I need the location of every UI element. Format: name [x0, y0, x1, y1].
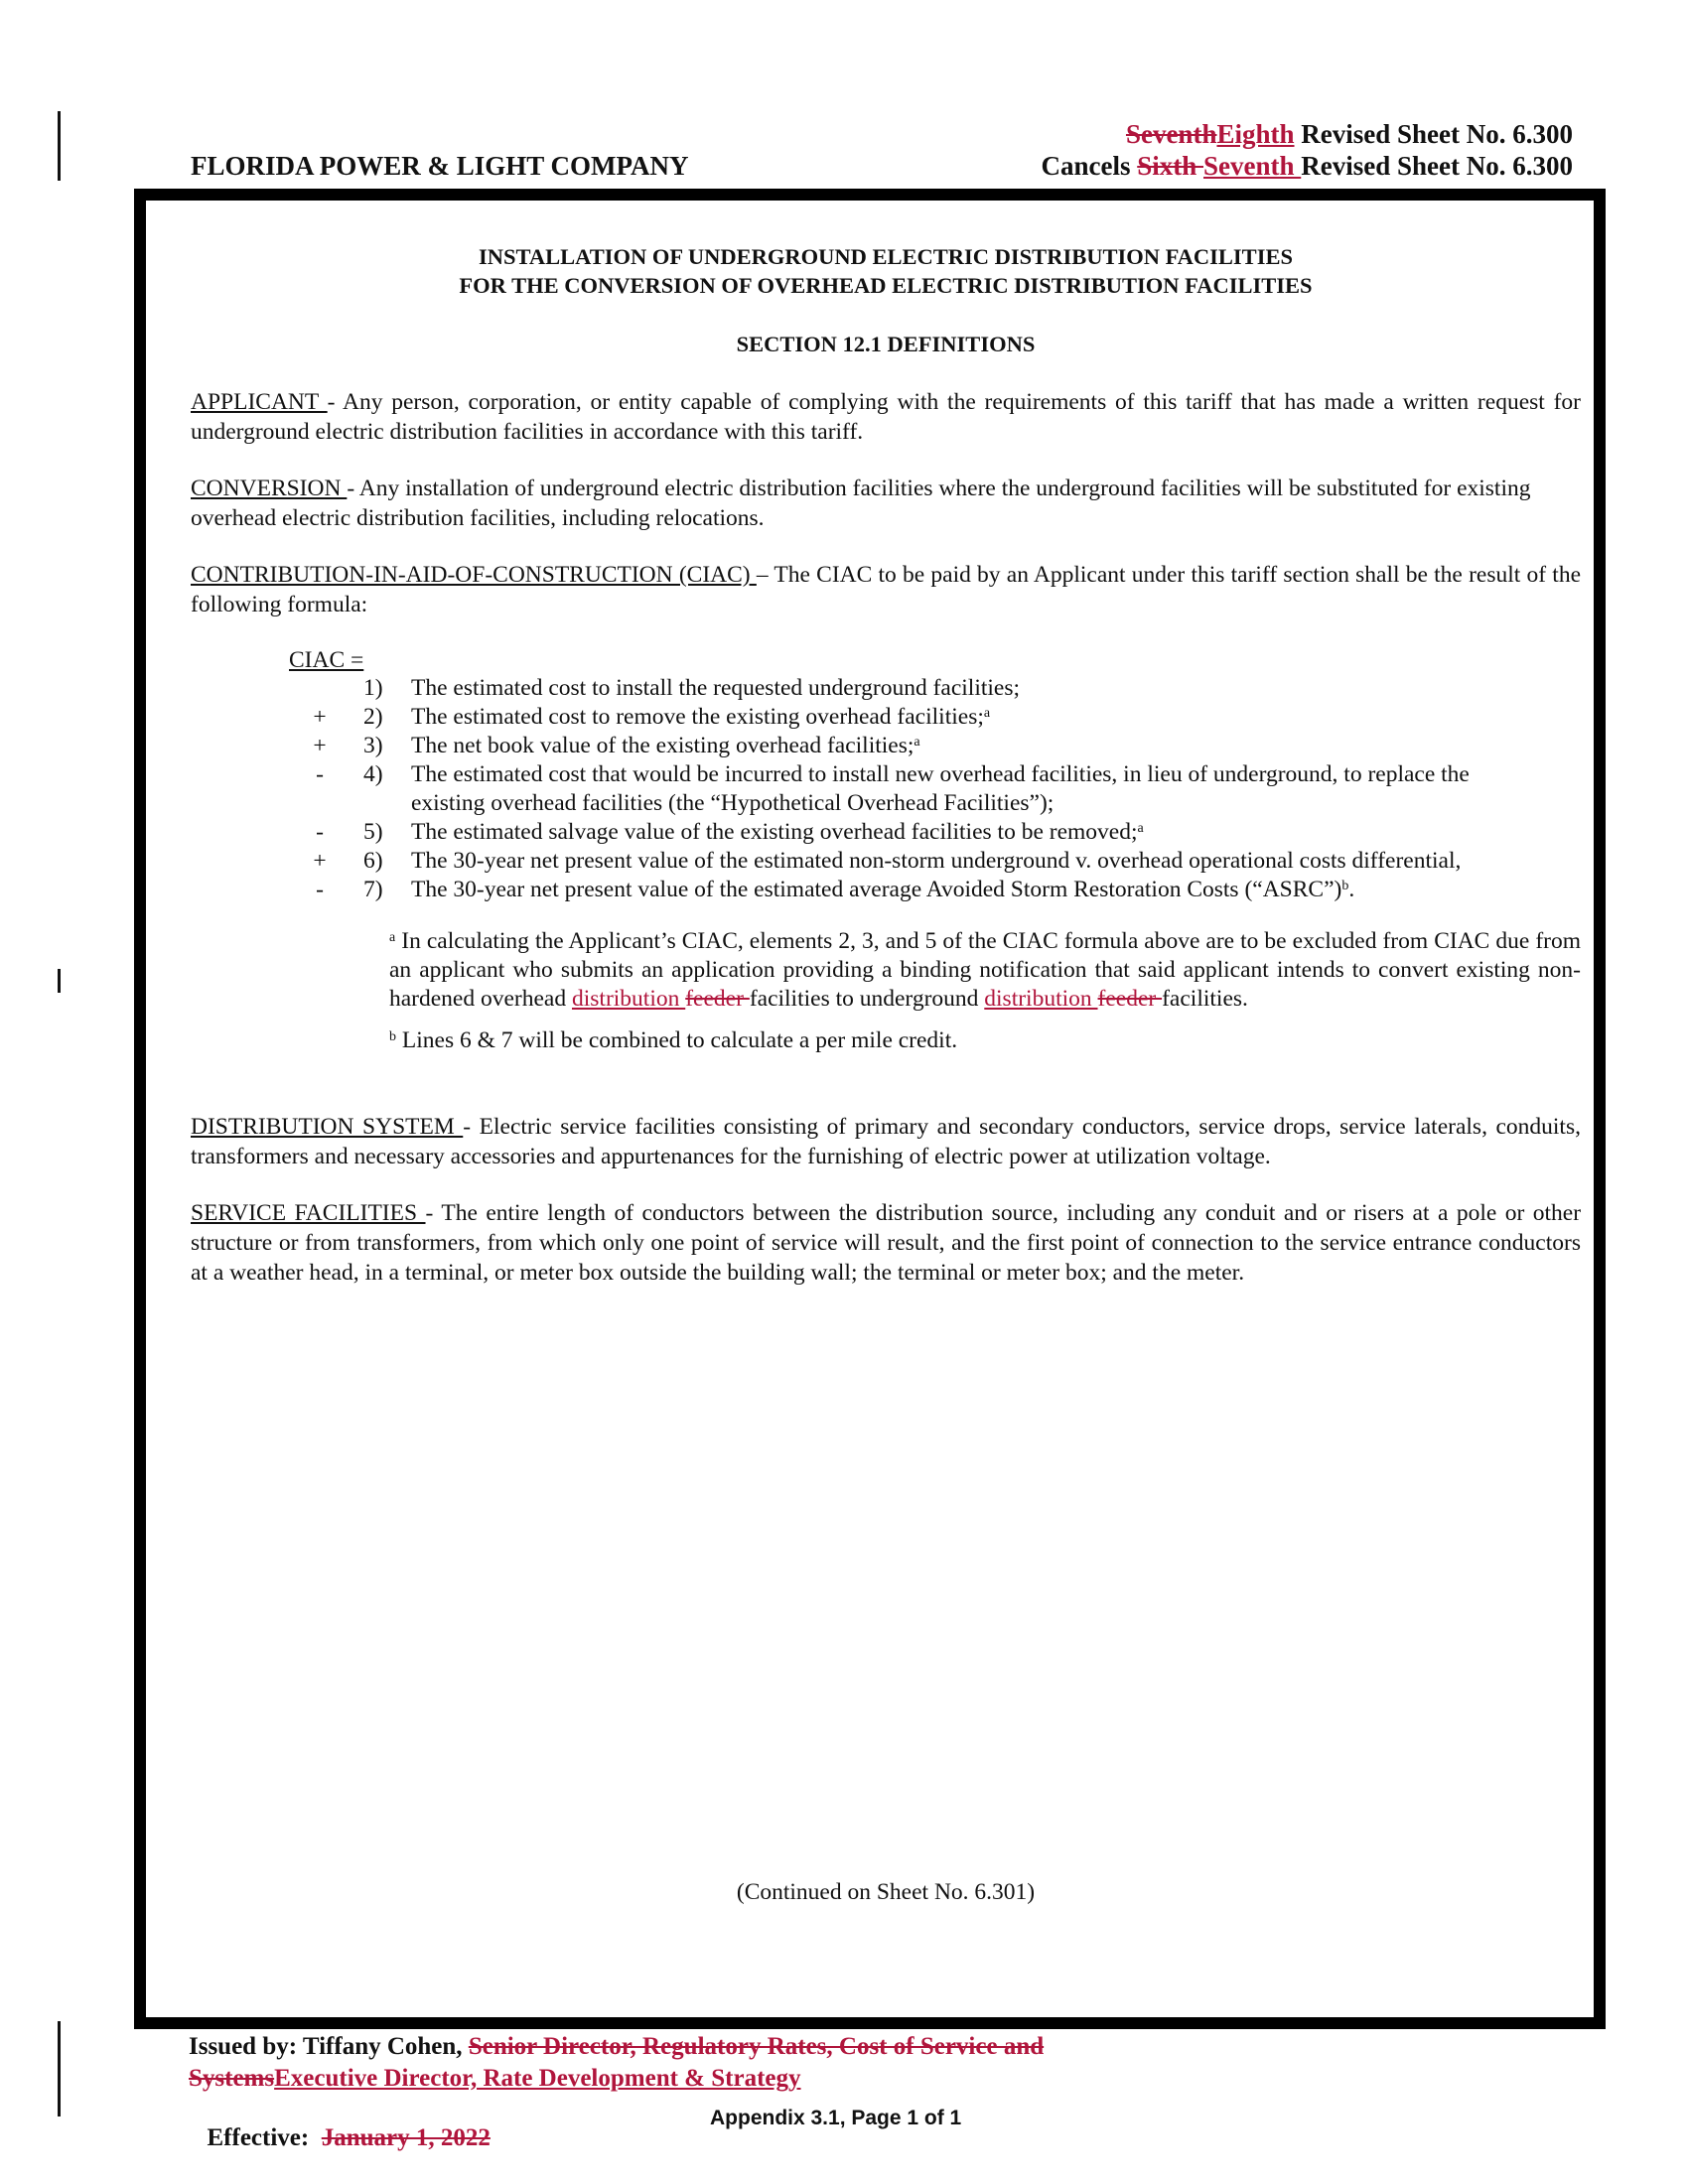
footnote-b-mark: b: [389, 1029, 396, 1044]
formula-footnote-mark: b: [1341, 879, 1349, 893]
definition-conversion: [191, 474, 1581, 533]
footnote-a-mark: a: [389, 930, 396, 945]
change-bar-footnote: [58, 969, 61, 993]
footnote-a-deleted-2: feeder: [1097, 986, 1163, 1012]
cancels-suffix: Revised Sheet No. 6.300: [1301, 151, 1573, 181]
definition-applicant: [191, 387, 1581, 447]
footnote-a-text-3: facilities.: [1162, 986, 1248, 1012]
document-title: [191, 242, 1581, 300]
cancels-deleted: Sixth: [1137, 151, 1203, 181]
issued-deleted-systems: Systems: [189, 2065, 275, 2092]
formula-text-body: The estimated cost that would be incurred to install new overhead facilities, in lieu of underground, to replace the: [411, 761, 1470, 787]
formula-text: [411, 703, 1583, 732]
formula-text-body: existing overhead facilities (the “Hypothetical Overhead Facilities”);: [411, 790, 1055, 816]
continued-note: (Continued on Sheet No. 6.301): [736, 1879, 1036, 1905]
formula-footnote-mark: a: [914, 735, 920, 750]
formula-sign: +: [313, 704, 327, 730]
revised-deleted: Seventh: [1125, 119, 1217, 149]
footnote-a-inserted-2: distribution: [984, 986, 1098, 1012]
footnote-b: [389, 1026, 957, 1055]
formula-number: 5): [363, 819, 383, 845]
document-border: [134, 189, 1606, 2029]
formula-sign: +: [313, 733, 327, 758]
cancels-sheet-line: [1041, 151, 1573, 182]
service-text: - The entire length of conductors between the distribution source, including any conduit and or risers at a pole or other structure or from transformers, from which only one point of service will result, and the first point of connection to the service entrance conductors at a weather head, in a terminal, or meter box outside the building wall; the terminal or meter box; and the meter.: [191, 1200, 1582, 1286]
formula-text: [411, 760, 1583, 789]
formula-text-body: The net book value of the existing overhead facilities;: [411, 733, 914, 758]
ciac-text: – The CIAC to be paid by an Applicant under this tariff section shall be the result of the following formula:: [191, 562, 1581, 617]
formula-sign: -: [316, 761, 324, 787]
definition-service-facilities: [191, 1198, 1581, 1288]
formula-sign: -: [316, 877, 324, 902]
definition-ciac: [191, 560, 1581, 619]
effective-label: Effective:: [207, 2124, 322, 2151]
distribution-term: DISTRIBUTION SYSTEM: [191, 1114, 464, 1140]
formula-footnote-mark: a: [983, 706, 991, 721]
footnote-b-text: Lines 6 & 7 will be combined to calculate a per mile credit.: [396, 1027, 958, 1053]
footnote-a-text-1: In calculating the Applicant’s CIAC, elements 2, 3, and 5 of the CIAC formula above are to be excluded from CIAC due from an applicant who submits an application providing a binding notification that said applicant intends to convert existing non-hardened overhead: [389, 928, 1581, 1012]
formula-text-body: The 30-year net present value of the estimated average Avoided Storm Restoration Costs (“ASRC”): [411, 877, 1342, 902]
formula-number: 2): [363, 704, 383, 730]
effective-deleted-date: January 1, 2022: [321, 2124, 491, 2151]
distribution-text: - Electric service facilities consisting of primary and secondary conductors, service drops, service laterals, conduits, transformers and necessary accessories and appurtenances for the furnishing of electric power at utilization voltage.: [191, 1114, 1581, 1169]
footnote-a-inserted-1: distribution: [571, 986, 686, 1012]
cancels-inserted: Seventh: [1203, 151, 1302, 181]
company-name: FLORIDA POWER & LIGHT COMPANY: [191, 151, 689, 181]
conversion-text: - Any installation of underground electric distribution facilities where the underground facilities will be substituted for existing overhead electric distribution facilities, including relocations.: [191, 476, 1531, 531]
formula-footnote-mark: a: [1137, 821, 1144, 836]
conversion-term: CONVERSION: [191, 476, 348, 501]
formula-text: [411, 732, 1583, 760]
issued-deleted-title: Senior Director, Regulatory Rates, Cost of Service and: [468, 2033, 1045, 2060]
formula-text: [411, 847, 1583, 876]
change-bar-header: [58, 111, 61, 181]
formula-text: [411, 674, 1583, 703]
effective-date: [195, 2097, 491, 2152]
cancels-prefix: Cancels: [1041, 151, 1138, 181]
title-line-2: FOR THE CONVERSION OF OVERHEAD ELECTRIC DISTRIBUTION FACILITIES: [459, 273, 1313, 298]
formula-sign: +: [313, 848, 327, 874]
formula-text: [411, 876, 1583, 904]
formula-text-body: The estimated cost to remove the existing overhead facilities;: [411, 704, 984, 730]
service-term: SERVICE FACILITIES: [191, 1200, 426, 1226]
formula-end-period: .: [1348, 877, 1355, 902]
formula-number: 6): [363, 848, 383, 874]
formula-number: 3): [363, 733, 383, 758]
applicant-text: - Any person, corporation, or entity capable of complying with the requirements of this tariff that has made a written request for underground electric distribution facilities in accordance with this tariff.: [191, 389, 1581, 445]
formula-number: 4): [363, 761, 383, 787]
appendix-label: Appendix 3.1, Page 1 of 1: [710, 2107, 962, 2129]
applicant-term: APPLICANT: [191, 389, 328, 415]
formula-sign: -: [316, 819, 324, 845]
formula-number: 7): [363, 877, 383, 902]
change-bar-footer: [58, 2021, 61, 2116]
section-heading: SECTION 12.1 DEFINITIONS: [736, 332, 1036, 356]
issued-inserted-title: Executive Director, Rate Development & Strategy: [274, 2065, 801, 2092]
revised-suffix: Revised Sheet No. 6.300: [1294, 119, 1573, 149]
issued-label: Issued by: Tiffany Cohen,: [189, 2033, 469, 2060]
formula-text-body: The 30-year net present value of the estimated non-storm underground v. overhead operational costs differential,: [411, 848, 1462, 874]
formula-text: [411, 789, 1583, 818]
revised-sheet-line: [1126, 119, 1573, 150]
title-line-1: INSTALLATION OF UNDERGROUND ELECTRIC DISTRIBUTION FACILITIES: [479, 244, 1293, 269]
footnote-a: [389, 927, 1581, 1014]
ciac-term: CONTRIBUTION-IN-AID-OF-CONSTRUCTION (CIAC): [191, 562, 757, 588]
formula-text-body: The estimated cost to install the requested underground facilities;: [411, 675, 1021, 701]
definition-distribution-system: [191, 1112, 1581, 1171]
formula-text: [411, 818, 1583, 847]
revised-inserted: Eighth: [1216, 119, 1295, 149]
formula-number: 1): [363, 675, 383, 701]
issued-by: [189, 2031, 1281, 2095]
footnote-a-deleted-1: feeder: [685, 986, 750, 1012]
ciac-formula-label: CIAC =: [289, 647, 364, 673]
footnote-a-text-2: facilities to underground: [749, 986, 985, 1012]
formula-text-body: The estimated salvage value of the existing overhead facilities to be removed;: [411, 819, 1138, 845]
